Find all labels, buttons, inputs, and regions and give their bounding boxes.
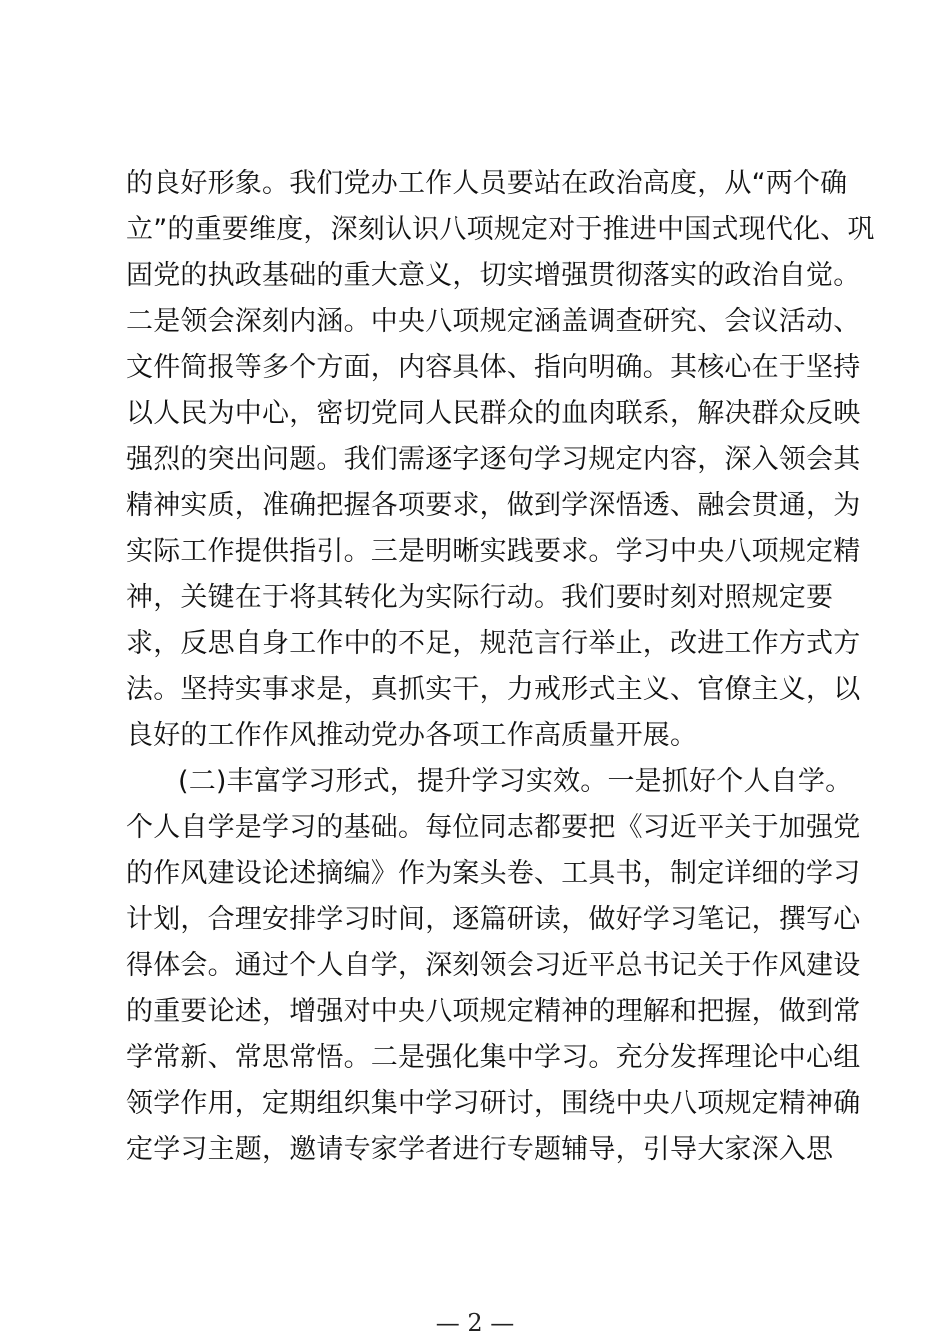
body-text-line: 实际工作提供指引。三是明晰实践要求。学习中央八项规定精 xyxy=(126,536,861,567)
body-text-line: 计划，合理安排学习时间，逐篇研读，做好学习笔记，撰写心 xyxy=(126,904,861,935)
body-text-line: 神，关键在于将其转化为实际行动。我们要时刻对照规定要 xyxy=(126,582,834,613)
body-text-line: 良好的工作作风推动党办各项工作高质量开展。 xyxy=(126,720,698,751)
body-text-line: 的作风建设论述摘编》作为案头卷、工具书，制定详细的学习 xyxy=(126,858,861,889)
body-text-line: 文件简报等多个方面，内容具体、指向明确。其核心在于坚持 xyxy=(126,352,861,383)
body-text-line: 立”的重要维度，深刻认识八项规定对于推进中国式现代化、巩 xyxy=(126,214,875,245)
body-text-line: 法。坚持实事求是，真抓实干，力戒形式主义、官僚主义，以 xyxy=(126,674,861,705)
body-text-line: 的良好形象。我们党办工作人员要站在政治高度，从“两个确 xyxy=(126,168,848,199)
body-text-line: 的重要论述，增强对中央八项规定精神的理解和把握，做到常 xyxy=(126,996,861,1027)
body-text-line: 精神实质，准确把握各项要求，做到学深悟透、融会贯通，为 xyxy=(126,490,861,521)
body-text-line: 二是领会深刻内涵。中央八项规定涵盖调查研究、会议活动、 xyxy=(126,306,861,337)
body-text-line: 领学作用，定期组织集中学习研讨，围绕中央八项规定精神确 xyxy=(126,1088,861,1119)
body-text-line: 学常新、常思常悟。二是强化集中学习。充分发挥理论中心组 xyxy=(126,1042,861,1073)
section-heading-line: (二)丰富学习形式，提升学习实效。一是抓好个人自学。 xyxy=(178,766,853,797)
body-text-line: 以人民为中心，密切党同人民群众的血肉联系，解决群众反映 xyxy=(126,398,861,429)
body-text-line: 强烈的突出问题。我们需逐字逐句学习规定内容，深入领会其 xyxy=(126,444,861,475)
body-text-line: 固党的执政基础的重大意义，切实增强贯彻落实的政治自觉。 xyxy=(126,260,861,291)
body-text-line: 定学习主题，邀请专家学者进行专题辅导，引导大家深入思 xyxy=(126,1134,834,1165)
body-text-line: 个人自学是学习的基础。每位同志都要把《习近平关于加强党 xyxy=(126,812,861,843)
page-number: — 2 — xyxy=(435,1309,515,1337)
body-text-line: 得体会。通过个人自学，深刻领会习近平总书记关于作风建设 xyxy=(126,950,861,981)
body-text-line: 求，反思自身工作中的不足，规范言行举止，改进工作方式方 xyxy=(126,628,861,659)
